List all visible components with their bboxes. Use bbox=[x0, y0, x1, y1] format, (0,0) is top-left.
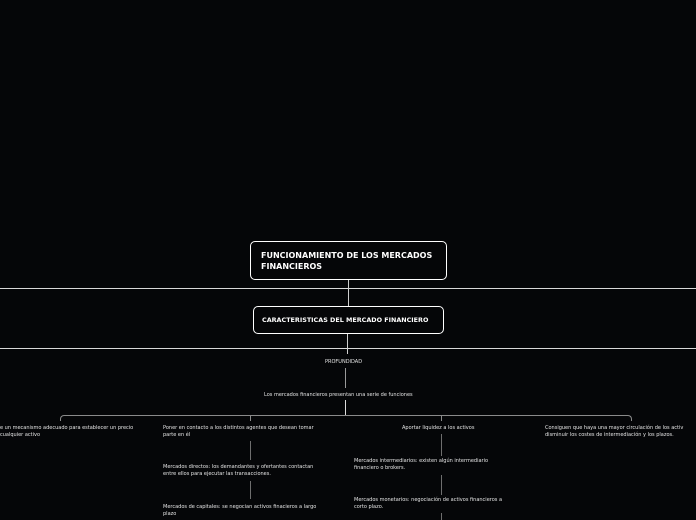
function-3-child-1[interactable]: Mercados intermediarios: existen algún intermediario financiero o brokers. bbox=[354, 458, 489, 471]
connector-functions-bracket bbox=[345, 400, 346, 415]
functions-node[interactable]: Los mercados financieros presentan una serie de funciones bbox=[264, 392, 413, 398]
connector-sub-depth bbox=[347, 334, 348, 354]
connector-f3-child3 bbox=[441, 513, 442, 520]
function-2-child-2[interactable]: Mercados de capitales: se negocian activos finacieros a largo plazo bbox=[163, 504, 317, 517]
depth-node[interactable]: PROFUNDIDAD bbox=[325, 359, 363, 365]
function-2-child-1[interactable]: Mercados directos: los demandantes y ofertantes contactan entre ellos para ejecutar las transacciones. bbox=[163, 464, 314, 477]
connector-depth-functions bbox=[345, 368, 346, 388]
function-node-4[interactable]: Consiguen que haya una mayor circulación de los activ disminuir los costes de intermediación y los plazos. bbox=[545, 425, 684, 438]
connector-f2-child2 bbox=[250, 481, 251, 499]
subtopic-label: CARACTERISTICAS DEL MERCADO FINANCIERO bbox=[262, 316, 429, 324]
function-node-2[interactable]: Poner en contacto a los distintos agentes que desean tomar parte en él bbox=[163, 425, 314, 438]
function-node-3[interactable]: Aportar liquidez a los activos bbox=[402, 425, 475, 431]
subtopic-node[interactable] bbox=[253, 306, 444, 334]
branch-tick-2 bbox=[250, 415, 251, 421]
connector-main-sub bbox=[348, 280, 349, 306]
connector-f2-child1 bbox=[250, 441, 251, 460]
function-3-child-2[interactable]: Mercados monetarios: negociación de activos financieros a corto plazo. bbox=[354, 497, 503, 510]
main-topic-node[interactable] bbox=[250, 241, 447, 280]
connector-f3-child2 bbox=[441, 475, 442, 495]
branch-bracket bbox=[60, 415, 632, 421]
main-topic-label: FUNCIONAMIENTO DE LOS MERCADOS FINANCIEROS bbox=[261, 250, 433, 271]
connector-f3-child1 bbox=[441, 434, 442, 456]
separator-line-bottom bbox=[0, 348, 696, 349]
function-node-1[interactable]: e un mecanismo adecuado para establecer un precio cualquier activo bbox=[0, 425, 134, 438]
branch-tick-3 bbox=[441, 415, 442, 421]
